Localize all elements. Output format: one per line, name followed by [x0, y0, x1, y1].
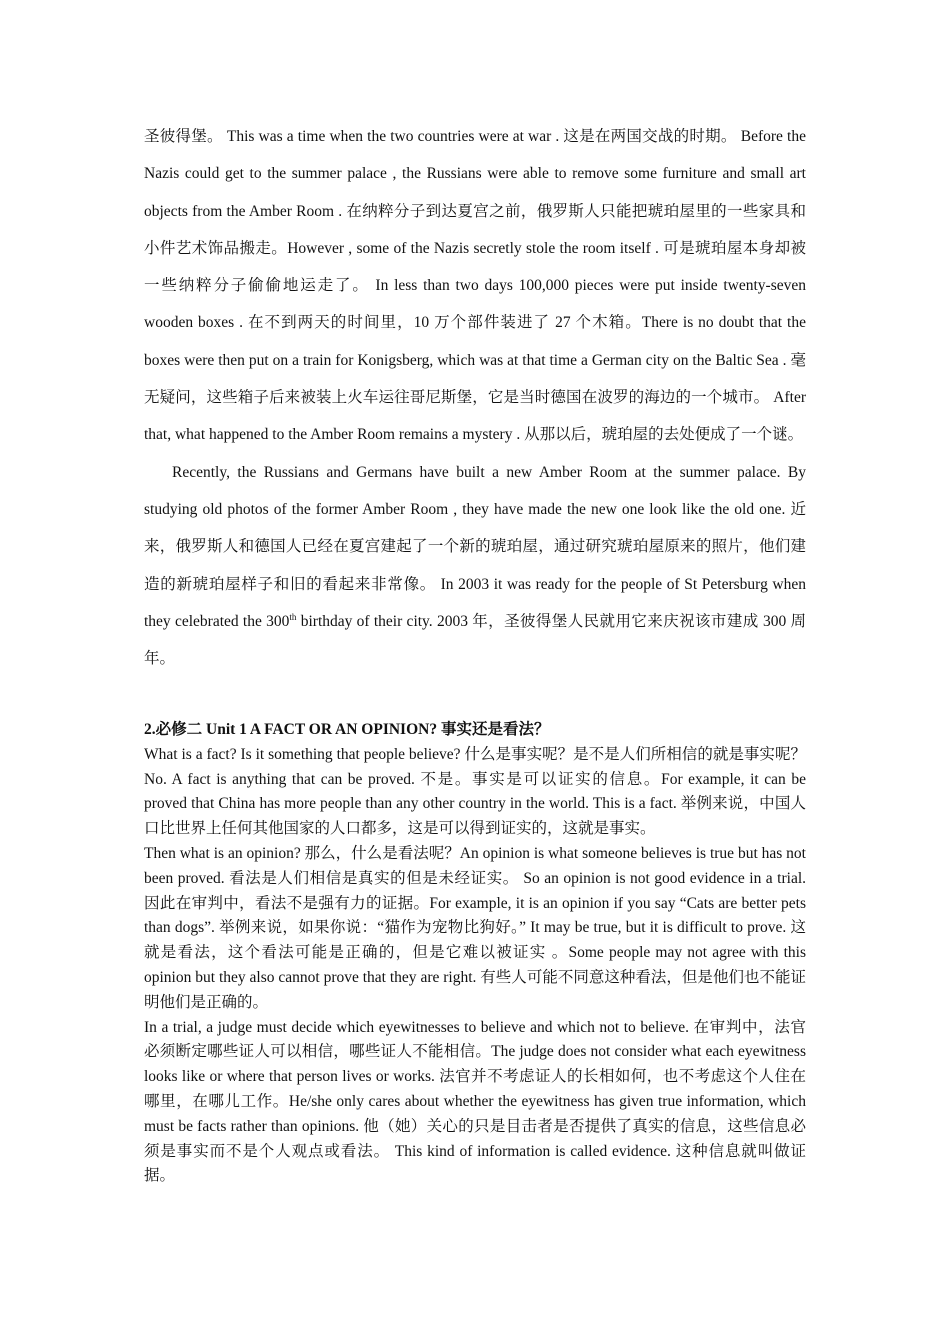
ordinal-superscript: th — [289, 611, 297, 622]
amber-room-passage — [144, 118, 806, 677]
paragraph-trial-evidence: In a trial, a judge must decide which eyewitnesses to believe and which not to believe. 在审判中，法官必须断定哪些证人可以相信，哪些证人不能相信。The judge does not consider what each eyewitness looks like or where that person lives or works. 法官并不考虑证人的长相如何，也不考虑这个人住在哪里，在哪儿工作。He/she only cares about whether the eyewitness has given true information, which must be facts rather than opinions. 他（她）关心的只是目击者是否提供了真实的信息，这些信息必须是事实而不是个人观点或看法。 This kind of information is called evidence. 这种信息就叫做证据。 — [144, 1018, 806, 1185]
paragraph-text: Recently, the Russians and Germans have built a new Amber Room at the summer palace. By studying old photos of the former Amber Room , they have made the new one look like the old one. 近来，俄罗斯人和德国人已经在夏宫建起了一个新的琥珀屋，通过研究琥珀屋原来的照片，他们建造的新琥珀屋样子和旧的看起来非常像。 In 2003 it was ready for the people of St Petersburg when they celebrated the 300 — [144, 463, 806, 630]
paragraph-what-is-opinion: Then what is an opinion? 那么，什么是看法呢？An opinion is what someone believes is true but has not been proved. 看法是人们相信是真实的但是未经证实。 So an opinion is not good evidence in a trial. 因此在审判中，看法不是强有力的证据。For example, it is an opinion if you say “Cats are better pets than dogs”. 举例来说，如果你说：“猫作为宠物比狗好。” It may be true, but it is difficult to prove. 这就是看法，这个看法可能是正确的，但是它难以被证实 。Some people may not agree with this opinion but they also cannot prove that they are right. 有些人可能不同意这种看法，但是他们也不能证明他们是正确的。 — [144, 844, 806, 1011]
paragraph-what-is-fact: What is a fact? Is it something that people believe? 什么是事实呢？是不是人们所相信的就是事实呢？ No. A fact is anything that can be proved. 不是。事实是可以证实的信息。For example, it can be proved that China has more people than any other country in the world. This is a fact. 举例来说，中国人口比世界上任何其他国家的人口都多，这是可以得到证实的，这就是事实。 — [144, 745, 806, 838]
section-heading: 2.必修二 Unit 1 A FACT OR AN OPINION? 事实还是看法？ — [144, 721, 550, 738]
paragraph-new-amber-room — [144, 454, 806, 678]
paragraph-amber-room-history: 圣彼得堡。 This was a time when the two countries were at war . 这是在两国交战的时期。 Before the Nazis could get to the summer palace , the Russians were able to remove some furniture and small art objects from the Amber Room . 在纳粹分子到达夏宫之前，俄罗斯人只能把琥珀屋里的一些家具和小件艺术饰品搬走。However , some of the Nazis secretly stole the room itself . 可是琥珀屋本身却被一些纳粹分子偷偷地运走了。 In less than two days 100,000 pieces were put inside twenty-seven wooden boxes . 在不到两天的时间里，10 万个部件装进了 27 个木箱。There is no doubt that the boxes were then put on a train for Konigsberg, which was at that time a German city on the Baltic Sea . 毫无疑问，这些箱子后来被装上火车运往哥尼斯堡，它是当时德国在波罗的海边的一个城市。 After that, what happened to the Amber Room remains a mystery . 从那以后，琥珀屋的去处便成了一个谜。 — [144, 128, 806, 444]
paragraph-text: birthday of their city. 2003 年，圣彼得堡人民就用它来庆祝该市建成 300 周年。 — [144, 612, 807, 668]
fact-or-opinion-passage — [144, 718, 806, 1189]
